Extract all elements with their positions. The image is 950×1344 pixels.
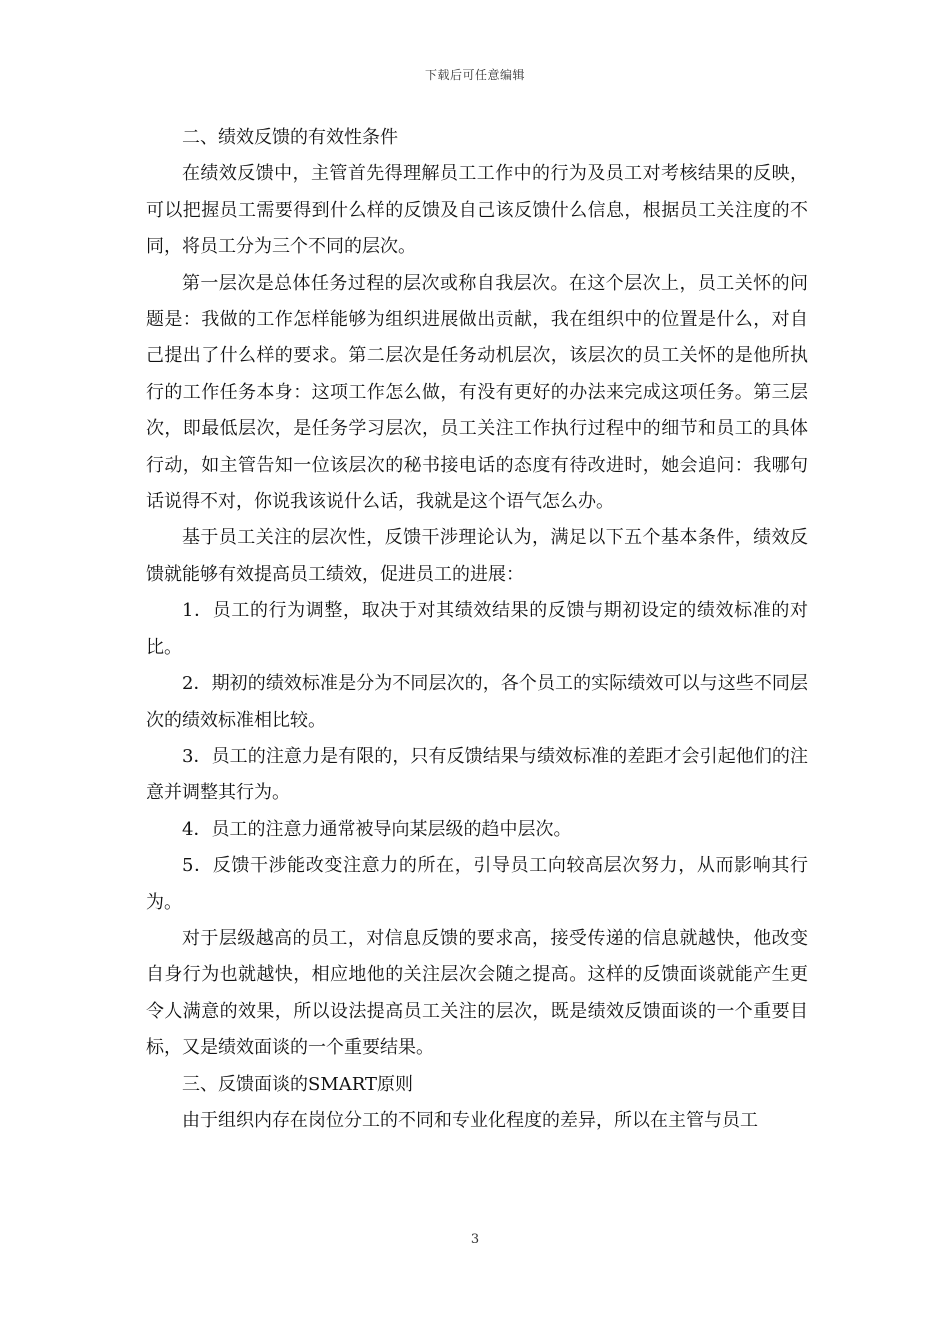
paragraph-theory: 基于员工关注的层次性，反馈干涉理论认为，满足以下五个基本条件，绩效反馈就能够有效提高员工绩效，促进员工的进展：	[146, 527, 808, 585]
list-item-1: 1．员工的行为调整，取决于对其绩效结果的反馈与期初设定的绩效标准的对比。	[146, 600, 808, 658]
list-item-2: 2．期初的绩效标准是分为不同层次的，各个员工的实际绩效可以与这些不同层次的绩效标准相比较。	[146, 673, 808, 731]
list-item-3: 3．员工的注意力是有限的，只有反馈结果与绩效标准的差距才会引起他们的注意并调整其行为。	[146, 745, 808, 804]
list-item-4: 4．员工的注意力通常被导向某层级的趋中层次。	[182, 818, 572, 840]
list-item-5: 5．反馈干涉能改变注意力的所在，引导员工向较高层次努力，从而影响其行为。	[146, 855, 808, 913]
paragraph-intro: 在绩效反馈中，主管首先得理解员工工作中的行为及员工对考核结果的反映，可以把握员工需要得到什么样的反馈及自己该反馈什么信息，根据员工关注度的不同，将员工分为三个不同的层次。	[146, 163, 808, 258]
paragraph-conclusion: 对于层级越高的员工，对信息反馈的要求高，接受传递的信息就越快，他改变自身行为也就越快，相应地他的关注层次会随之提高。这样的反馈面谈就能产生更令人满意的效果，所以设法提高员工关注的层次，既是绩效反馈面谈的一个重要目标，又是绩效面谈的一个重要结果。	[146, 927, 808, 1059]
section-heading-2: 二、绩效反馈的有效性条件	[182, 127, 398, 148]
paragraph-smart-intro: 由于组织内存在岗位分工的不同和专业化程度的差异，所以在主管与员工	[182, 1109, 758, 1131]
section-heading-3: 三、反馈面谈的SMART原则	[182, 1073, 414, 1095]
page-header-note: 下载后可任意编辑	[424, 68, 525, 82]
document-body	[146, 120, 808, 1139]
paragraph-levels: 第一层次是总体任务过程的层次或称自我层次。在这个层次上，员工关怀的问题是：我做的工作怎样能够为组织进展做出贡献，我在组织中的位置是什么，对自己提出了什么样的要求。第二层次是任务动机层次，该层次的员工关怀的是他所执行的工作任务本身：这项工作怎么做，有没有更好的办法来完成这项任务。第三层次，即最低层次，是任务学习层次，员工关注工作执行过程中的细节和员工的具体行动，如主管告知一位该层次的秘书接电话的态度有待改进时，她会追问：我哪句话说得不对，你说我该说什么话，我就是这个语气怎么办。	[146, 272, 808, 513]
page-number: 3	[470, 1232, 480, 1247]
